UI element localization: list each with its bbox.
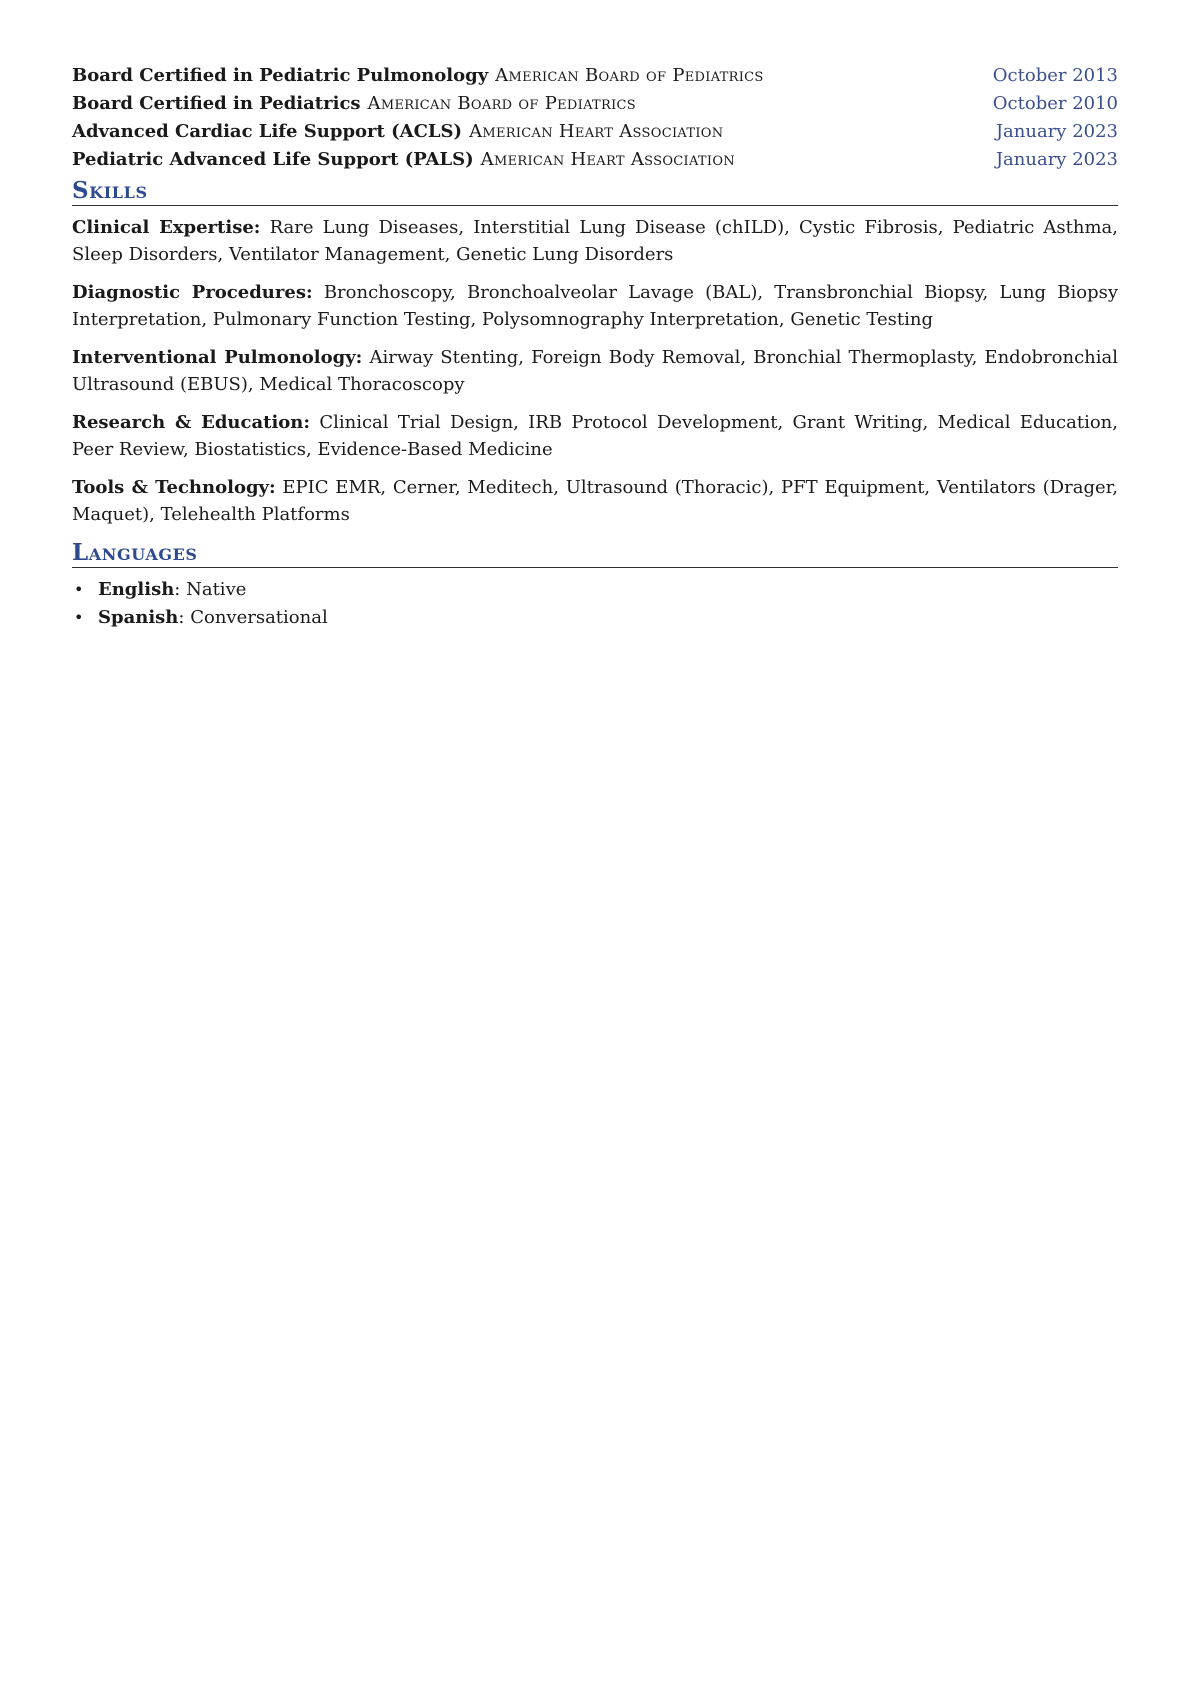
skill-paragraph bbox=[72, 279, 1118, 333]
cert-name: Pediatric Advanced Life Support (PALS) bbox=[72, 149, 474, 170]
skill-label: Tools & Technology: bbox=[72, 477, 276, 498]
cert-date: January 2023 bbox=[995, 121, 1118, 142]
skill-text: Airway Stenting, Foreign Body Removal, Bronchial Thermoplasty, Endobronchial Ultrasound (EBUS), Medical Thoracoscopy bbox=[72, 347, 1118, 395]
language-level: Conversational bbox=[190, 607, 328, 628]
skills-heading: Skills bbox=[72, 178, 1118, 206]
skill-paragraph bbox=[72, 409, 1118, 463]
cert-date: October 2010 bbox=[992, 93, 1118, 114]
cert-name: Advanced Cardiac Life Support (ACLS) bbox=[72, 121, 463, 142]
cert-org: American Board of Pediatrics bbox=[495, 65, 764, 86]
resume-page bbox=[72, 62, 1118, 632]
skill-text: Clinical Trial Design, IRB Protocol Development, Grant Writing, Medical Education, Peer Review, Biostatistics, Evidence-Based Medicine bbox=[72, 412, 1118, 460]
list-item: • Spanish: Conversational bbox=[72, 604, 1118, 632]
cert-date: October 2013 bbox=[992, 65, 1118, 86]
languages-heading: Languages bbox=[72, 540, 1118, 568]
skill-text: Bronchoscopy, Bronchoalveolar Lavage (BAL), Transbronchial Biopsy, Lung Biopsy Interpretation, Pulmonary Function Testing, Polysomnography Interpretation, Genetic Testing bbox=[72, 282, 1119, 330]
cert-org: American Heart Association bbox=[480, 149, 735, 170]
skill-label: Interventional Pulmonology: bbox=[72, 347, 363, 368]
language-name: Spanish bbox=[98, 607, 179, 628]
skill-label: Clinical Expertise: bbox=[72, 217, 261, 238]
language-name: English bbox=[98, 579, 175, 600]
cert-org: American Board of Pediatrics bbox=[367, 93, 636, 114]
cert-name: Board Certified in Pediatric Pulmonology bbox=[72, 65, 489, 86]
skill-label: Research & Education: bbox=[72, 412, 311, 433]
skill-paragraph bbox=[72, 214, 1118, 268]
cert-row bbox=[72, 118, 1118, 146]
cert-row bbox=[72, 90, 1118, 118]
skill-paragraph bbox=[72, 344, 1118, 398]
cert-name: Board Certified in Pediatrics bbox=[72, 93, 361, 114]
skill-label: Diagnostic Procedures: bbox=[72, 282, 313, 303]
bullet-icon: • bbox=[74, 608, 84, 627]
list-item: • English: Native bbox=[72, 576, 1118, 604]
bullet-icon: • bbox=[74, 580, 84, 599]
skills-list bbox=[72, 214, 1118, 528]
languages-list bbox=[72, 576, 1118, 632]
skill-text: Rare Lung Diseases, Interstitial Lung Disease (chILD), Cystic Fibrosis, Pediatric Asthma, Sleep Disorders, Ventilator Management, Genetic Lung Disorders bbox=[72, 217, 1118, 265]
cert-row bbox=[72, 146, 1118, 174]
cert-org: American Heart Association bbox=[469, 121, 724, 142]
skill-text: EPIC EMR, Cerner, Meditech, Ultrasound (Thoracic), PFT Equipment, Ventilators (Drager, Maquet), Telehealth Platforms bbox=[72, 477, 1118, 525]
certifications-list bbox=[72, 62, 1118, 174]
cert-row bbox=[72, 62, 1118, 90]
language-level: Native bbox=[186, 579, 247, 600]
skill-paragraph bbox=[72, 474, 1118, 528]
cert-date: January 2023 bbox=[995, 149, 1118, 170]
